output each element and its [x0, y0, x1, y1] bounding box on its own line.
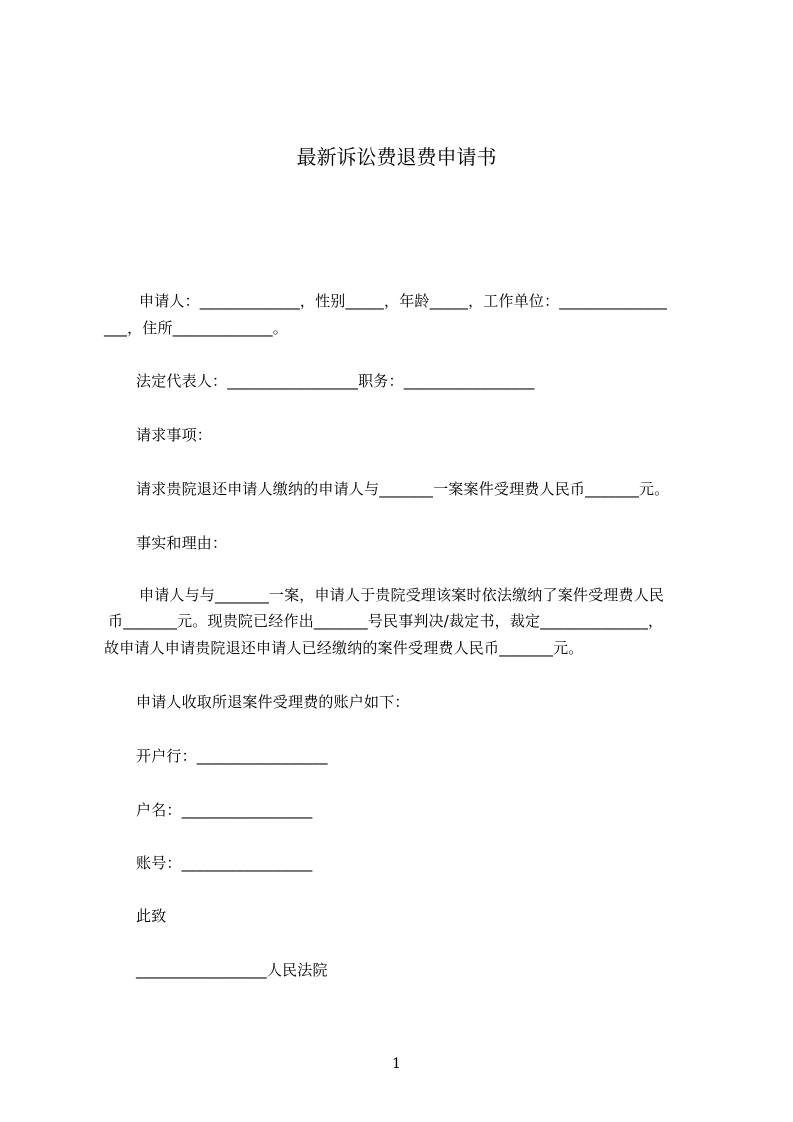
request-heading: 请求事项：: [136, 426, 213, 444]
bank-line: 开户行：_________________: [136, 747, 328, 765]
account-heading: 申请人收取所退案件受理费的账户如下：: [136, 693, 410, 711]
page-title: 最新诉讼费退费申请书: [296, 145, 497, 169]
salutation: 此致: [136, 907, 167, 925]
page-number: 1: [392, 1056, 401, 1072]
court-line: _________________人民法院: [136, 961, 328, 979]
address-line: ___，住所_____________。: [104, 319, 289, 337]
account-number-line: 账号：_________________: [136, 854, 313, 872]
request-content: 请求贵院退还申请人缴纳的申请人与_______一案案件受理费人民币_______元。: [136, 480, 670, 498]
facts-heading: 事实和理由：: [136, 534, 228, 552]
account-name-line: 户名：_________________: [136, 801, 313, 819]
facts-line-2: 币_______元。现贵院已经作出_______号民事判决/裁定书，裁定______________，: [108, 612, 664, 630]
applicant-line: 申请人：_____________，性别_____，年龄_____，工作单位：______________: [139, 292, 668, 310]
facts-line-1: 申请人与与_______一案，申请人于贵院受理该案时依法缴纳了案件受理费人民: [139, 586, 665, 604]
facts-line-3: 故申请人申请贵院退还申请人已经缴纳的案件受理费人民币_______元。: [104, 639, 584, 657]
legal-rep-line: 法定代表人：_________________职务：_________________: [136, 372, 535, 390]
